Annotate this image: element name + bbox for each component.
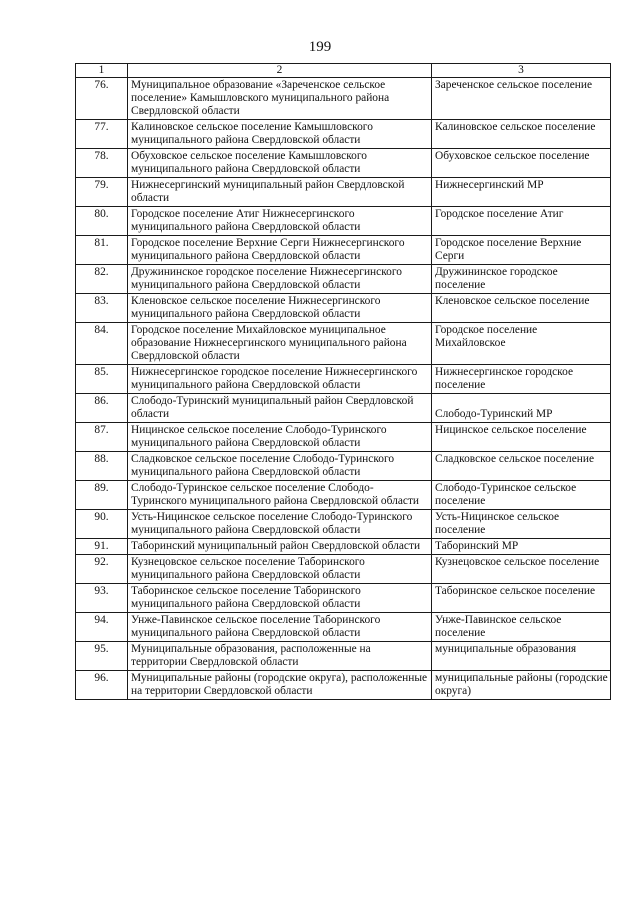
full-name-cell: Дружининское городское поселение Нижнесергинского муниципального района Свердловской области: [128, 265, 432, 294]
full-name-cell: Муниципальное образование «Зареченское сельское поселение» Камышловского муниципального района Свердловской области: [128, 78, 432, 120]
row-number-cell: 88.: [76, 452, 128, 481]
table-row: [76, 365, 611, 394]
table-row: [76, 149, 611, 178]
row-number-cell: 92.: [76, 555, 128, 584]
full-name-cell: Кленовское сельское поселение Нижнесергинского муниципального района Свердловской области: [128, 294, 432, 323]
short-name-cell: Кузнецовское сельское поселение: [432, 555, 611, 584]
full-name-cell: Муниципальные районы (городские округа), расположенные на территории Свердловской области: [128, 671, 432, 700]
table-row: [76, 207, 611, 236]
column-header-full-name: 2: [128, 64, 432, 78]
full-name-cell: Муниципальные образования, расположенные на территории Свердловской области: [128, 642, 432, 671]
row-number-cell: 78.: [76, 149, 128, 178]
full-name-cell: Слободо-Туринское сельское поселение Слободо-Туринского муниципального района Свердловской области: [128, 481, 432, 510]
full-name-cell: Городское поселение Верхние Серги Нижнесергинского муниципального района Свердловской области: [128, 236, 432, 265]
column-header-short-name: 3: [432, 64, 611, 78]
short-name-cell: Нижнесергинский МР: [432, 178, 611, 207]
municipalities-table: [75, 63, 611, 700]
table-row: [76, 671, 611, 700]
full-name-cell: Унже-Павинское сельское поселение Таборинского муниципального района Свердловской области: [128, 613, 432, 642]
table-row: [76, 510, 611, 539]
table-row: [76, 394, 611, 423]
table-row: [76, 642, 611, 671]
row-number-cell: 94.: [76, 613, 128, 642]
table-header-row: [76, 64, 611, 78]
short-name-cell: Обуховское сельское поселение: [432, 149, 611, 178]
row-number-cell: 79.: [76, 178, 128, 207]
full-name-cell: Слободо-Туринский муниципальный район Свердловской области: [128, 394, 432, 423]
full-name-cell: Сладковское сельское поселение Слободо-Туринского муниципального района Свердловской области: [128, 452, 432, 481]
table-row: [76, 236, 611, 265]
short-name-cell: Слободо-Туринское сельское поселение: [432, 481, 611, 510]
full-name-cell: Калиновское сельское поселение Камышловского муниципального района Свердловской области: [128, 120, 432, 149]
row-number-cell: 86.: [76, 394, 128, 423]
table-row: [76, 120, 611, 149]
table-row: [76, 539, 611, 555]
table-row: [76, 423, 611, 452]
short-name-cell: Кленовское сельское поселение: [432, 294, 611, 323]
short-name-cell: Таборинское сельское поселение: [432, 584, 611, 613]
table-row: [76, 452, 611, 481]
table-row: [76, 178, 611, 207]
row-number-cell: 87.: [76, 423, 128, 452]
full-name-cell: Усть-Ницинское сельское поселение Слободо-Туринского муниципального района Свердловской области: [128, 510, 432, 539]
full-name-cell: Нижнесергинское городское поселение Нижнесергинского муниципального района Свердловской области: [128, 365, 432, 394]
full-name-cell: Ницинское сельское поселение Слободо-Туринского муниципального района Свердловской области: [128, 423, 432, 452]
table-body: [76, 78, 611, 700]
full-name-cell: Обуховское сельское поселение Камышловского муниципального района Свердловской области: [128, 149, 432, 178]
table-row: [76, 584, 611, 613]
short-name-cell: Ницинское сельское поселение: [432, 423, 611, 452]
table-row: [76, 294, 611, 323]
short-name-cell: Слободо-Туринский МР: [432, 394, 611, 423]
row-number-cell: 84.: [76, 323, 128, 365]
table-row: [76, 555, 611, 584]
table-row: [76, 78, 611, 120]
short-name-cell: Нижнесергинское городское поселение: [432, 365, 611, 394]
short-name-cell: Усть-Ницинское сельское поселение: [432, 510, 611, 539]
row-number-cell: 83.: [76, 294, 128, 323]
full-name-cell: Нижнесергинский муниципальный район Свердловской области: [128, 178, 432, 207]
row-number-cell: 89.: [76, 481, 128, 510]
short-name-cell: Городское поселение Атиг: [432, 207, 611, 236]
short-name-cell: Таборинский МР: [432, 539, 611, 555]
short-name-cell: Городское поселение Верхние Серги: [432, 236, 611, 265]
table-row: [76, 323, 611, 365]
row-number-cell: 95.: [76, 642, 128, 671]
row-number-cell: 96.: [76, 671, 128, 700]
table-row: [76, 481, 611, 510]
column-header-number: 1: [76, 64, 128, 78]
full-name-cell: Кузнецовское сельское поселение Таборинского муниципального района Свердловской области: [128, 555, 432, 584]
short-name-cell: муниципальные образования: [432, 642, 611, 671]
table-row: [76, 613, 611, 642]
full-name-cell: Таборинское сельское поселение Таборинского муниципального района Свердловской области: [128, 584, 432, 613]
short-name-cell: Дружининское городское поселение: [432, 265, 611, 294]
short-name-cell: Городское поселение Михайловское: [432, 323, 611, 365]
row-number-cell: 93.: [76, 584, 128, 613]
row-number-cell: 77.: [76, 120, 128, 149]
row-number-cell: 76.: [76, 78, 128, 120]
full-name-cell: Городское поселение Атиг Нижнесергинского муниципального района Свердловской области: [128, 207, 432, 236]
row-number-cell: 90.: [76, 510, 128, 539]
row-number-cell: 82.: [76, 265, 128, 294]
short-name-cell: Унже-Павинское сельское поселение: [432, 613, 611, 642]
full-name-cell: Городское поселение Михайловское муниципальное образование Нижнесергинского муниципального района Свердловской области: [128, 323, 432, 365]
short-name-cell: муниципальные районы (городские округа): [432, 671, 611, 700]
table-row: [76, 265, 611, 294]
short-name-cell: Зареченское сельское поселение: [432, 78, 611, 120]
row-number-cell: 80.: [76, 207, 128, 236]
page-number: 199: [308, 39, 332, 55]
short-name-cell: Сладковское сельское поселение: [432, 452, 611, 481]
row-number-cell: 85.: [76, 365, 128, 394]
row-number-cell: 91.: [76, 539, 128, 555]
short-name-cell: Калиновское сельское поселение: [432, 120, 611, 149]
row-number-cell: 81.: [76, 236, 128, 265]
full-name-cell: Таборинский муниципальный район Свердловской области: [128, 539, 432, 555]
